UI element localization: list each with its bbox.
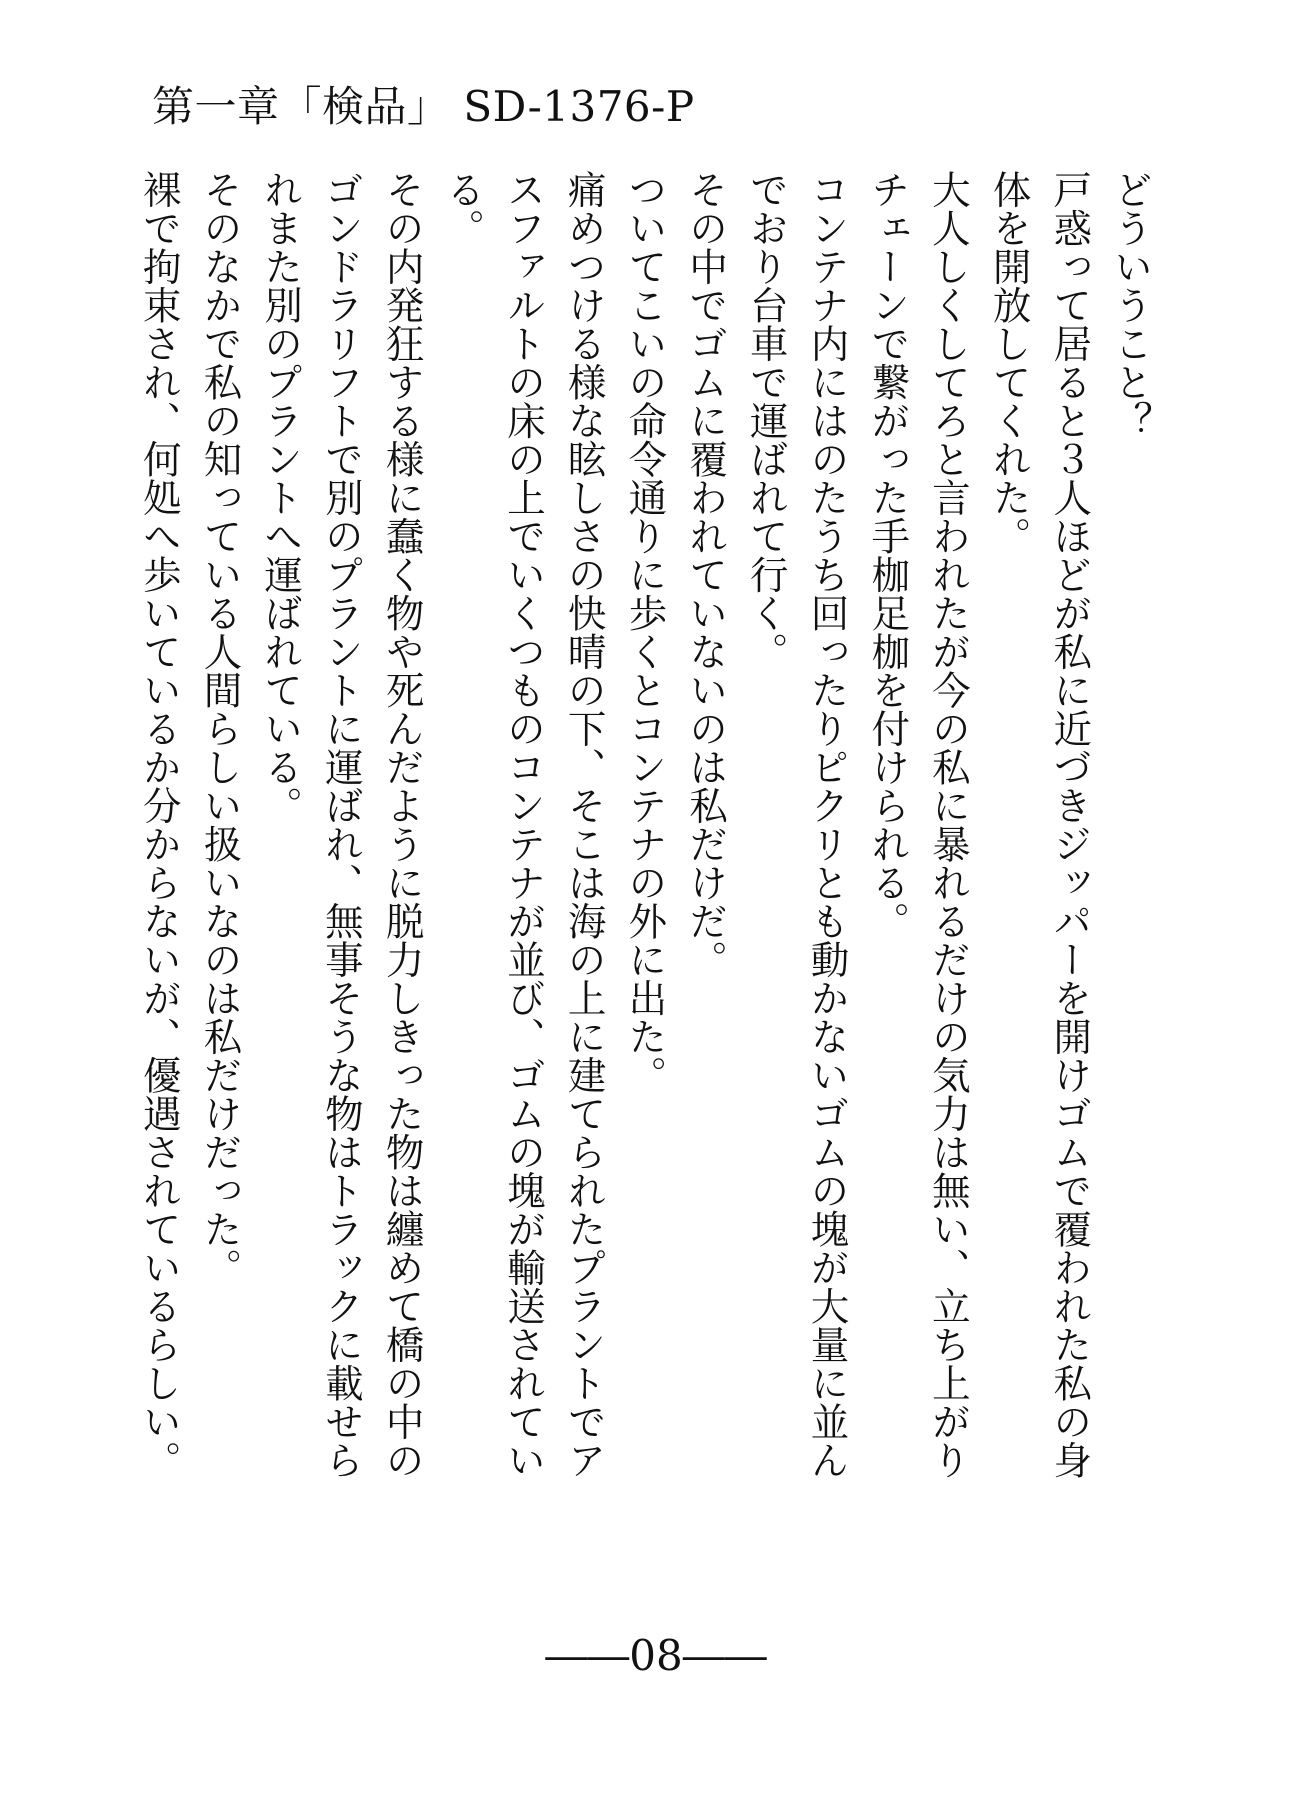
paragraph: その内発狂する様に蠢く物や死んだように脱力しきった物は纏めて橋の中のゴンドラリフトで別のプラントに運ばれ、無事そうな物はトラックに載せられまた別のプラントへ運ばれている。 xyxy=(258,170,425,1479)
paragraph: コンテナ内にはのたうち回ったりピクリとも動かないゴムの塊が大量に並んでおり台車で運ばれて行く。 xyxy=(743,170,850,1479)
paragraph: どういうこと？ xyxy=(1108,170,1153,440)
page-number: ――08―― xyxy=(545,1631,767,1680)
paragraph: そのなかで私の知っている人間らしい扱いなのは私だけだった。 xyxy=(197,170,243,1287)
paragraph: 裸で拘束され、何処へ歩いているか分からないが、優遇されているらしい。 xyxy=(136,170,182,1479)
paragraph: その中でゴムに覆われていないのは私だけだ。 xyxy=(683,170,729,979)
paragraph: 戸惑って居ると３人ほどが私に近づきジッパーを開けゴムで覆われた私の身体を開放してくれた。 xyxy=(986,170,1093,1479)
vertical-body-text xyxy=(128,170,1160,1490)
paragraph: 大人しくしてろと言われたが今の私に暴れるだけの気力は無い、立ち上がりチェーンで繋がった手枷足枷を付けられる。 xyxy=(865,170,971,1479)
paragraph: 痛めつける様な眩しさの快晴の下、そこは海の上に建てられたプラントでアスファルトの床の上でいくつものコンテナが並び、ゴムの塊が輸送されている。 xyxy=(440,170,607,1479)
paragraph: ついてこいの命令通りに歩くとコンテナの外に出た。 xyxy=(622,170,668,1094)
chapter-header: 第一章「検品」 SD-1376-P xyxy=(152,82,695,131)
